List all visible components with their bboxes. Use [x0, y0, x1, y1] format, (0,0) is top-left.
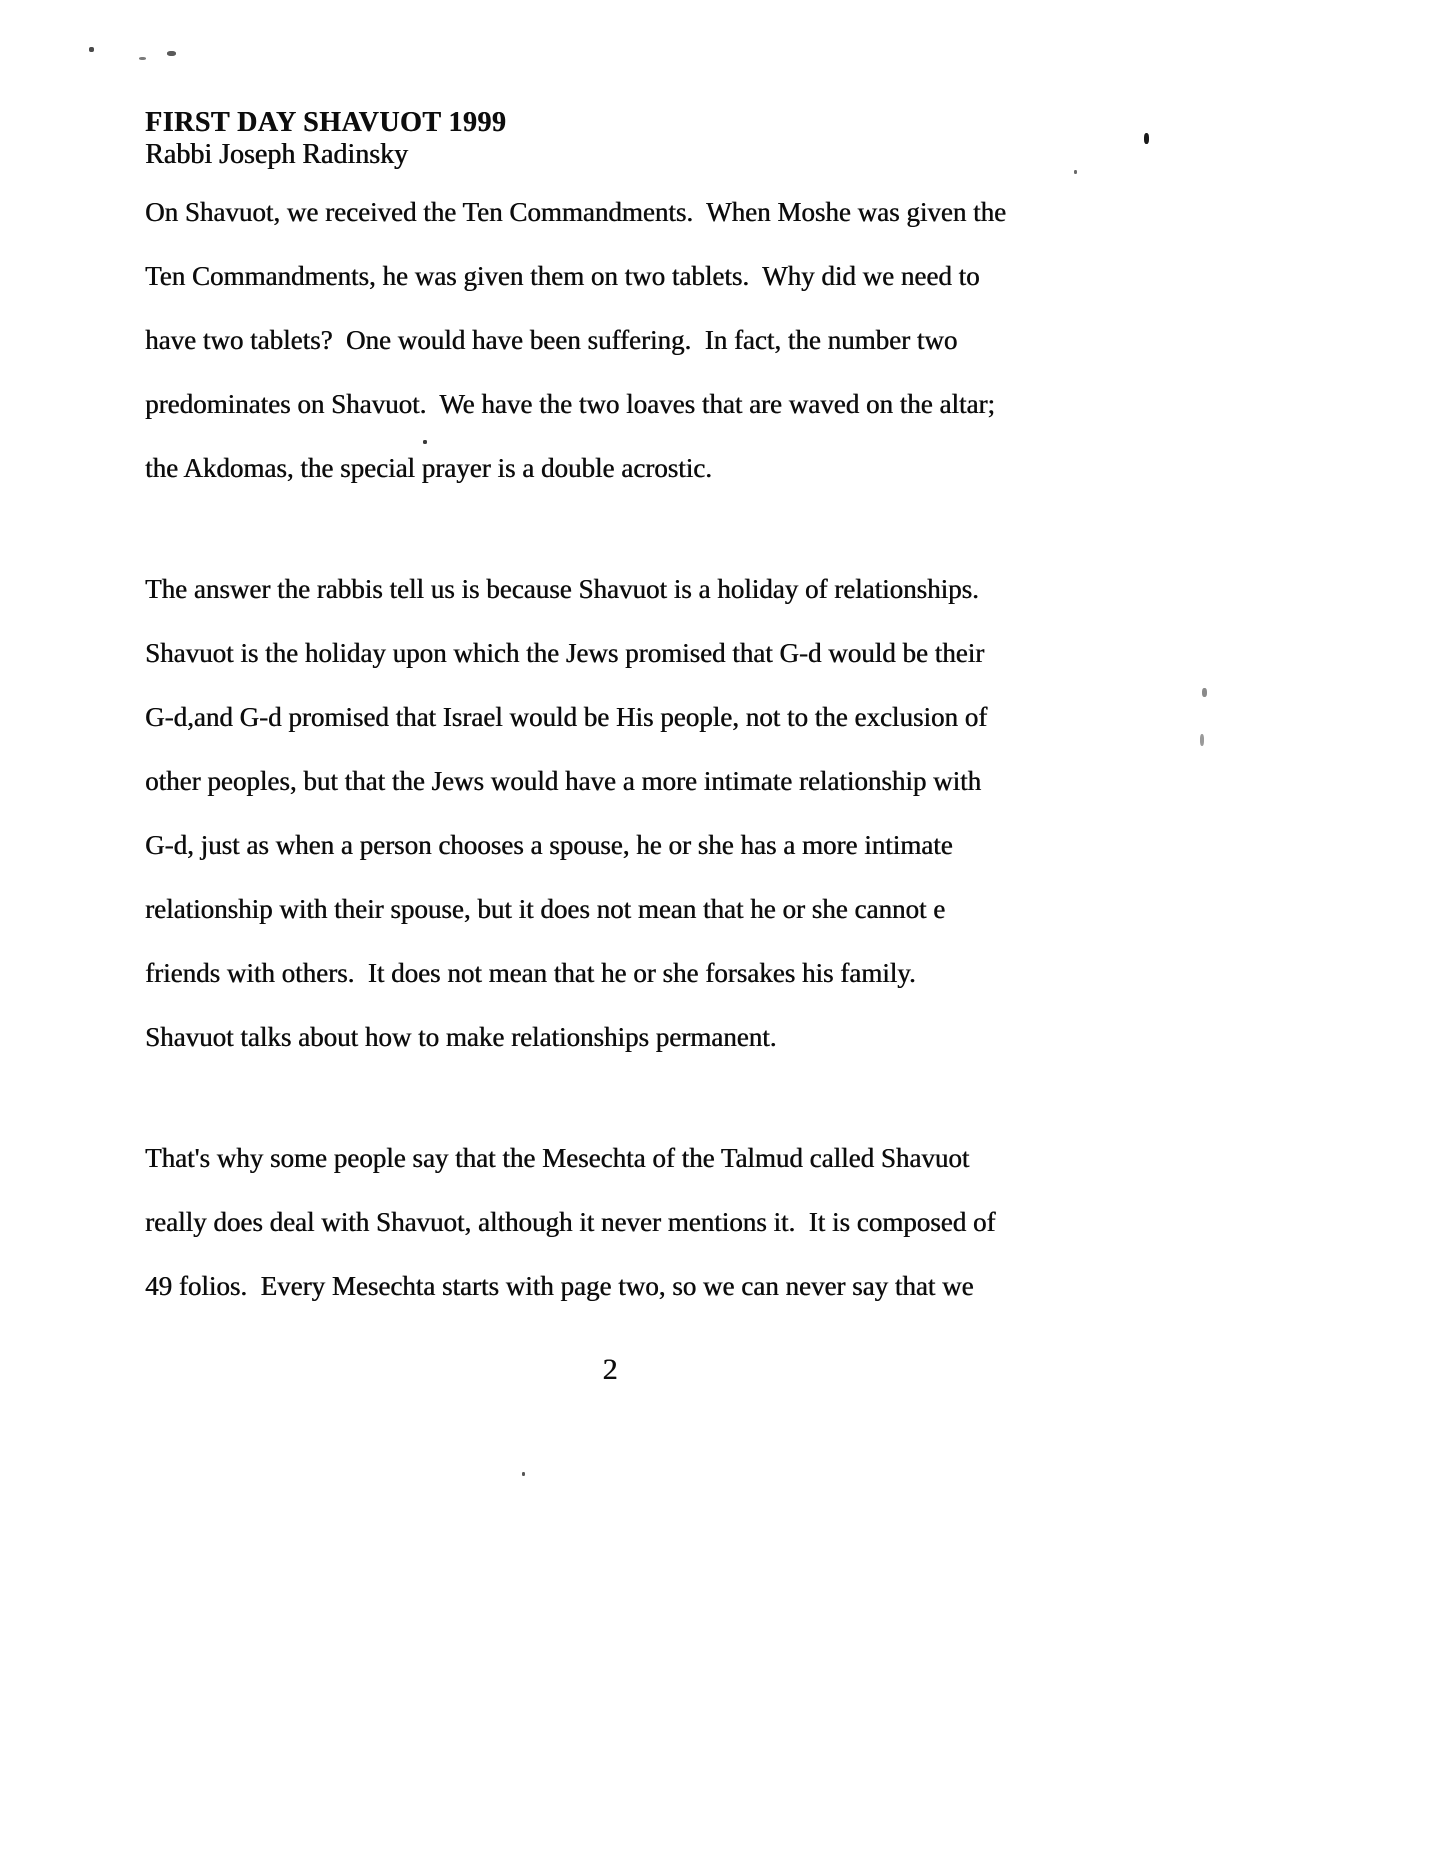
- text-line: Ten Commandments, he was given them on two tablets. Why did we need to: [145, 261, 980, 291]
- scan-speck: [89, 47, 94, 52]
- text-line: 49 folios. Every Mesechta starts with page two, so we can never say that we: [145, 1271, 974, 1301]
- scan-speck: [423, 440, 427, 444]
- scan-speck: [1200, 734, 1204, 746]
- text-line: the Akdomas, the special prayer is a double acrostic.: [145, 453, 712, 483]
- scan-speck: [167, 51, 176, 56]
- text-line: Shavuot talks about how to make relationships permanent.: [145, 1022, 777, 1052]
- scan-speck: [139, 57, 146, 60]
- text-line: That's why some people say that the Mesechta of the Talmud called Shavuot: [145, 1143, 970, 1173]
- scan-speck: [1074, 170, 1077, 174]
- document-author: Rabbi Joseph Radinsky: [145, 139, 408, 170]
- document-content: [145, 107, 1080, 1390]
- text-line: On Shavuot, we received the Ten Commandments. When Moshe was given the: [145, 197, 1006, 227]
- scan-speck: [522, 1472, 525, 1476]
- scan-speck: [1202, 688, 1207, 697]
- page-number: 2: [602, 1353, 618, 1386]
- text-line: other peoples, but that the Jews would have a more intimate relationship with: [145, 766, 982, 796]
- scan-speck: [1144, 133, 1149, 144]
- text-line: relationship with their spouse, but it does not mean that he or she cannot e: [145, 894, 946, 924]
- text-line: The answer the rabbis tell us is because Shavuot is a holiday of relationships.: [145, 574, 979, 604]
- text-line: friends with others. It does not mean that he or she forsakes his family.: [145, 958, 916, 988]
- document-title: FIRST DAY SHAVUOT 1999: [145, 107, 507, 138]
- text-line: predominates on Shavuot. We have the two loaves that are waved on the altar;: [145, 389, 995, 419]
- document-body: [145, 195, 1080, 1333]
- paragraph: [145, 195, 1080, 515]
- text-line: have two tablets? One would have been suffering. In fact, the number two: [145, 325, 958, 355]
- text-line: really does deal with Shavuot, although it never mentions it. It is composed of: [145, 1207, 996, 1237]
- text-line: G-d, just as when a person chooses a spouse, he or she has a more intimate: [145, 830, 953, 860]
- text-line: Shavuot is the holiday upon which the Jews promised that G-d would be their: [145, 638, 985, 668]
- paragraph: [145, 572, 1080, 1084]
- text-line: G-d,and G-d promised that Israel would be His people, not to the exclusion of: [145, 702, 988, 732]
- paragraph: [145, 1141, 1080, 1333]
- document-header: [145, 107, 1080, 171]
